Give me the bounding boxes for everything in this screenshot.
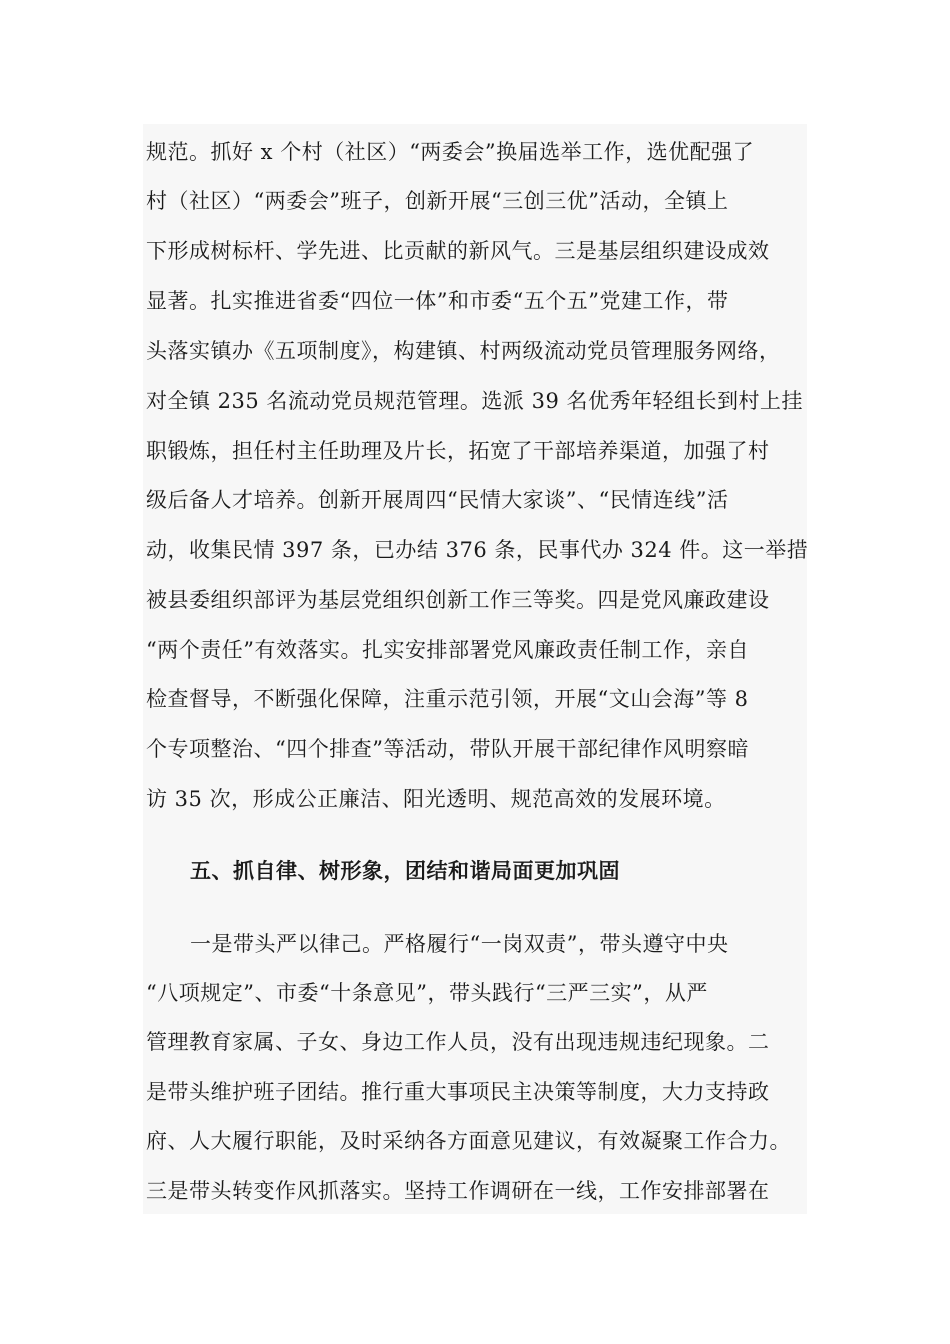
paragraph-line: 村（社区）“两委会”班子，创新开展“三创三优”活动，全镇上 [146,189,729,213]
paragraph-line: 对全镇 235 名流动党员规范管理。选派 39 名优秀年轻组长到村上挂 [146,389,804,413]
paragraph-line: 检查督导，不断强化保障，注重示范引领，开展“文山会海”等 8 [146,687,749,711]
section-heading: 五、抓自律、树形象，团结和谐局面更加巩固 [190,858,620,883]
paragraph-line: 显著。扎实推进省委“四位一体”和市委“五个五”党建工作，带 [146,289,729,313]
paragraph-line: 一是带头严以律己。严格履行“一岗双责”，带头遵守中央 [190,932,729,956]
paragraph-line: “八项规定”、市委“十条意见”，带头践行“三严三实”，从严 [146,981,708,1005]
paragraph-line: 个专项整治、“四个排查”等活动，带队开展干部纪律作风明察暗 [146,737,749,761]
paragraph-line: 被县委组织部评为基层党组织创新工作三等奖。四是党风廉政建设 [146,588,770,612]
paragraph-line: 访 35 次，形成公正廉洁、阳光透明、规范高效的发展环境。 [146,787,726,811]
paragraph-line: 规范。抓好 x 个村（社区）“两委会”换届选举工作，选优配强了 [146,140,755,164]
paragraph-line: 职锻炼，担任村主任助理及片长，拓宽了干部培养渠道，加强了村 [146,439,770,463]
paragraph-line: 管理教育家属、子女、身边工作人员，没有出现违规违纪现象。二 [146,1030,770,1054]
paragraph-line: 级后备人才培养。创新开展周四“民情大家谈”、“民情连线”活 [146,488,729,512]
paragraph-line: “两个责任”有效落实。扎实安排部署党风廉政责任制工作，亲自 [146,638,749,662]
paragraph-line: 下形成树标杆、学先进、比贡献的新风气。三是基层组织建设成效 [146,239,770,263]
paragraph-line: 动，收集民情 397 条，已办结 376 条，民事代办 324 件。这一举措 [146,538,809,562]
paragraph-line: 府、人大履行职能，及时采纳各方面意见建议，有效凝聚工作合力。 [146,1129,791,1153]
paragraph-line: 三是带头转变作风抓落实。坚持工作调研在一线，工作安排部署在 [146,1179,770,1203]
paragraph-line: 头落实镇办《五项制度》，构建镇、村两级流动党员管理服务网络， [146,339,781,363]
paragraph-line: 是带头维护班子团结。推行重大事项民主决策等制度，大力支持政 [146,1080,770,1104]
